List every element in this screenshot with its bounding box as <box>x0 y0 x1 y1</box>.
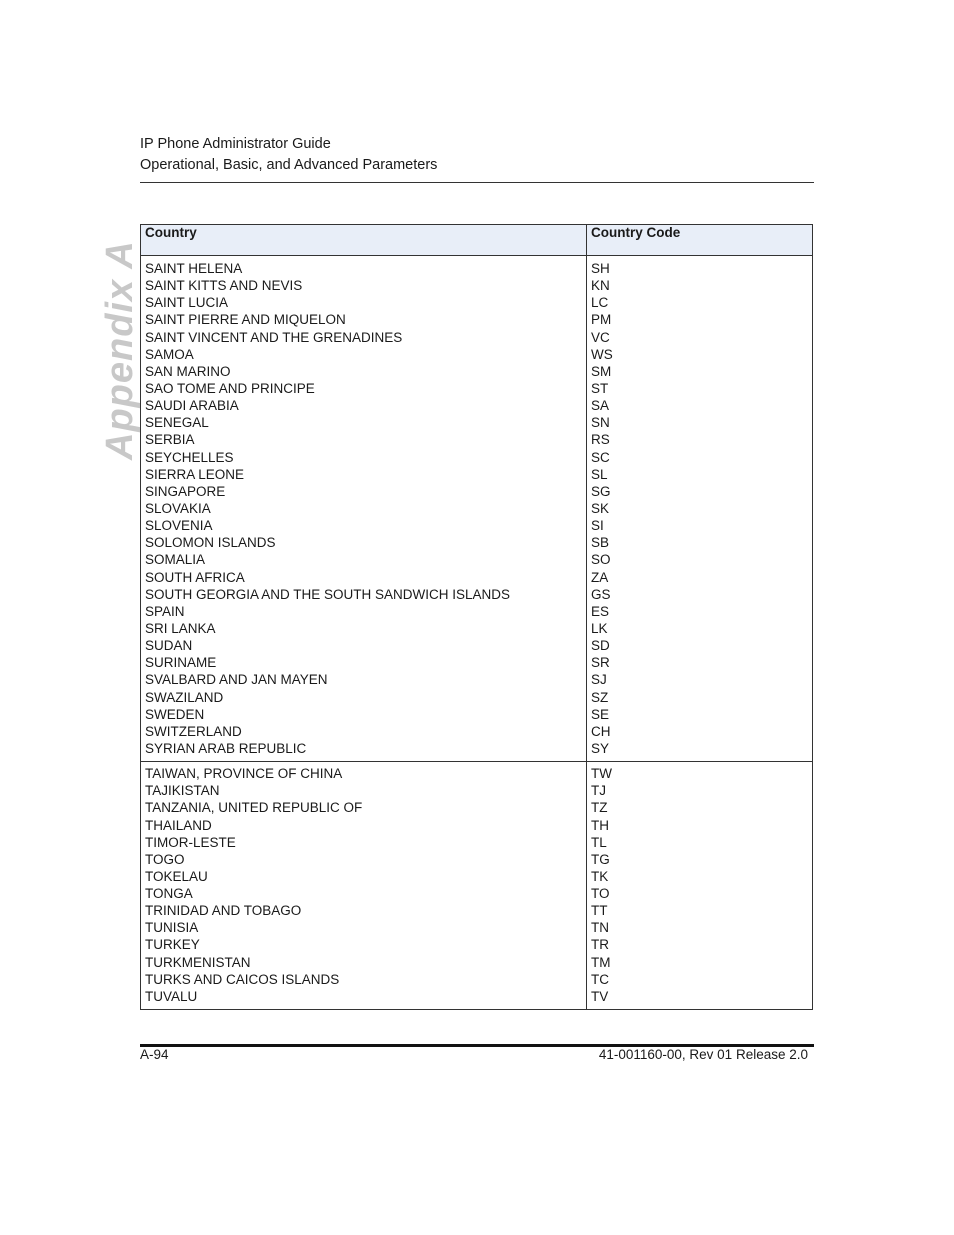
country-code: VC <box>591 329 610 345</box>
country-name: SENEGAL <box>145 415 209 431</box>
country-code-table <box>140 224 813 1010</box>
country-code: GS <box>591 586 611 602</box>
country-code: TW <box>591 766 612 782</box>
country-code: TH <box>591 817 609 833</box>
country-cell <box>141 762 587 1010</box>
country-name: TOKELAU <box>145 868 208 884</box>
country-name: TANZANIA, UNITED REPUBLIC OF <box>145 800 363 816</box>
country-name: SAINT HELENA <box>145 261 243 276</box>
country-code: SN <box>591 415 610 431</box>
country-name: TONGA <box>145 886 193 902</box>
country-code: ES <box>591 603 610 619</box>
country-code: TK <box>591 868 609 884</box>
country-code: ZA <box>591 569 609 585</box>
country-code: SH <box>591 261 610 276</box>
section-title: Operational, Basic, and Advanced Parameters <box>140 157 438 173</box>
country-name: SAN MARINO <box>145 363 231 379</box>
country-name: TUVALU <box>145 988 198 1004</box>
country-name: TURKS AND CAICOS ISLANDS <box>145 971 340 987</box>
country-code: SZ <box>591 689 609 705</box>
country-name: TURKMENISTAN <box>145 954 251 970</box>
country-code: WS <box>591 346 613 362</box>
country-name: TIMOR-LESTE <box>145 834 236 850</box>
country-code: SG <box>591 483 611 499</box>
table-header-row <box>141 225 813 256</box>
country-code: TO <box>591 886 610 902</box>
country-name: SAINT LUCIA <box>145 295 229 311</box>
country-code: SI <box>591 518 604 534</box>
country-code: ST <box>591 380 609 396</box>
header-divider <box>140 182 814 183</box>
document-title: IP Phone Administrator Guide <box>140 136 331 152</box>
country-name: TRINIDAD AND TOBAGO <box>145 903 302 919</box>
country-code: TM <box>591 954 611 970</box>
country-name: TAIWAN, PROVINCE OF CHINA <box>145 766 343 782</box>
table-row-group <box>141 256 813 762</box>
country-name: TUNISIA <box>145 920 199 936</box>
country-name: SOLOMON ISLANDS <box>145 535 276 551</box>
country-code: TG <box>591 851 610 867</box>
country-code-cell <box>587 762 813 1010</box>
country-name: SOUTH AFRICA <box>145 569 245 585</box>
country-code: SE <box>591 706 610 722</box>
country-name: SURINAME <box>145 655 217 671</box>
country-name: SUDAN <box>145 638 193 654</box>
country-code: TT <box>591 903 608 919</box>
country-code: TZ <box>591 800 608 816</box>
country-name: SAINT KITTS AND NEVIS <box>145 278 303 294</box>
country-name: SWEDEN <box>145 706 205 722</box>
country-code: TL <box>591 834 607 850</box>
country-code: SJ <box>591 672 607 688</box>
country-code-cell <box>587 256 813 762</box>
country-name: SINGAPORE <box>145 483 226 499</box>
country-code: TC <box>591 971 609 987</box>
country-name: THAILAND <box>145 817 212 833</box>
country-code: LC <box>591 295 609 311</box>
country-name: SAINT PIERRE AND MIQUELON <box>145 312 346 328</box>
country-name: SLOVAKIA <box>145 500 211 516</box>
country-name: SEYCHELLES <box>145 449 234 465</box>
country-name: SAO TOME AND PRINCIPE <box>145 380 315 396</box>
country-code: SL <box>591 466 608 482</box>
column-header-country-code: Country Code <box>587 225 813 256</box>
country-name: SLOVENIA <box>145 518 213 534</box>
country-code: SA <box>591 398 610 414</box>
appendix-side-tab: Appendix A <box>99 240 141 460</box>
country-code: RS <box>591 432 610 448</box>
country-cell <box>141 256 587 762</box>
country-name: SAINT VINCENT AND THE GRENADINES <box>145 329 403 345</box>
country-code: KN <box>591 278 610 294</box>
country-name: TOGO <box>145 851 185 867</box>
country-code: SB <box>591 535 610 551</box>
country-name: SPAIN <box>145 603 185 619</box>
country-code: SD <box>591 638 610 654</box>
country-code: SY <box>591 740 610 756</box>
country-code: CH <box>591 723 611 739</box>
country-name: SRI LANKA <box>145 620 216 636</box>
country-code: TV <box>591 988 609 1004</box>
country-name: SWITZERLAND <box>145 723 242 739</box>
country-name: SOMALIA <box>145 552 206 568</box>
country-name: SOUTH GEORGIA AND THE SOUTH SANDWICH ISLANDS <box>145 586 511 602</box>
country-name: SWAZILAND <box>145 689 224 705</box>
country-code: TR <box>591 937 609 953</box>
country-name: SERBIA <box>145 432 195 448</box>
table-row-group <box>141 762 813 1010</box>
country-code: PM <box>591 312 612 328</box>
country-name: SYRIAN ARAB REPUBLIC <box>145 740 307 756</box>
country-name: TAJIKISTAN <box>145 783 220 799</box>
country-code: SK <box>591 500 610 516</box>
country-code: SC <box>591 449 610 465</box>
country-code: TJ <box>591 783 606 799</box>
country-code: SR <box>591 655 610 671</box>
page-number: A-94 <box>140 1047 169 1062</box>
country-code: LK <box>591 620 608 636</box>
country-name: SAUDI ARABIA <box>145 398 239 414</box>
column-header-country: Country <box>141 225 587 256</box>
document-reference: 41-001160-00, Rev 01 Release 2.0 <box>598 1047 808 1062</box>
country-name: TURKEY <box>145 937 200 953</box>
country-name: SIERRA LEONE <box>145 466 245 482</box>
page-header <box>140 134 814 176</box>
country-code: TN <box>591 920 609 936</box>
table-body <box>141 256 813 1010</box>
country-code: SM <box>591 363 612 379</box>
country-code: SO <box>591 552 611 568</box>
country-name: SVALBARD AND JAN MAYEN <box>145 672 328 688</box>
country-name: SAMOA <box>145 346 194 362</box>
